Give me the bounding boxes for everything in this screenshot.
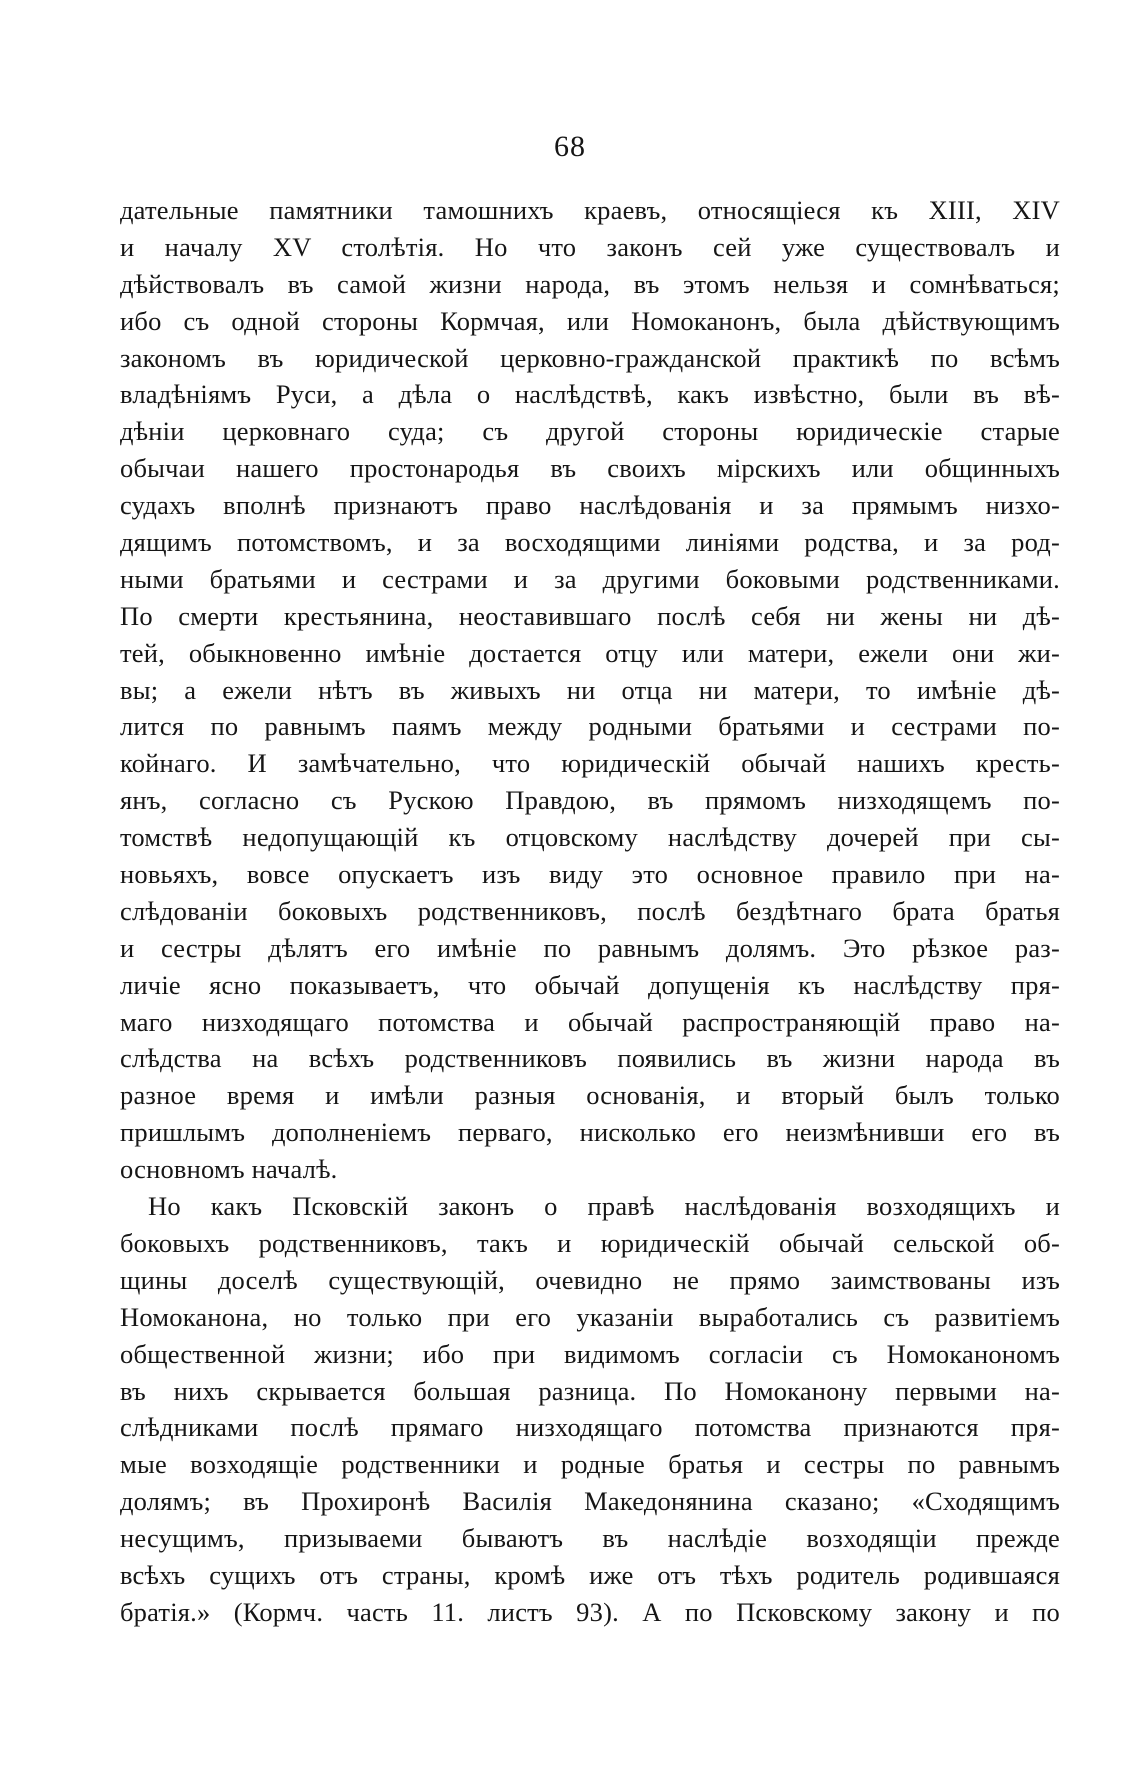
text-line: разное время и имѣли разныя основанія, и вторый былъ только bbox=[120, 1080, 1060, 1111]
text-line: Номоканона, но только при его указаніи выработались съ развитіемъ bbox=[120, 1301, 1060, 1332]
text-line: обычаи нашего простонародья въ своихъ мірскихъ или общинныхъ bbox=[120, 453, 1060, 484]
text-line: дящимъ потомствомъ, и за восходящими линіями родства, и за род- bbox=[120, 527, 1060, 558]
text-line: и сестры дѣлятъ его имѣніе по равнымъ долямъ. Это рѣзкое раз- bbox=[120, 932, 1060, 963]
text-line: дѣйствовалъ въ самой жизни народа, въ этомъ нельзя и сомнѣваться; bbox=[120, 268, 1060, 299]
text-line: По смерти крестьянина, неоставившаго послѣ себя ни жены ни дѣ- bbox=[120, 600, 1060, 631]
text-line: долямъ; въ Прохиронѣ Василія Македонянина сказано; «Сходящимъ bbox=[120, 1486, 1060, 1517]
text-line: и началу XV столѣтія. Но что законъ сей уже существовалъ и bbox=[120, 231, 1060, 262]
page-number: 68 bbox=[554, 130, 586, 163]
text-line: слѣдниками послѣ прямаго низходящаго потомства признаются пря- bbox=[120, 1412, 1060, 1443]
text-line: несущимъ, призываеми бываютъ въ наслѣдіе возходящіи прежде bbox=[120, 1523, 1060, 1554]
text-line: личіе ясно показываетъ, что обычай допущенія къ наслѣдству пря- bbox=[120, 969, 1060, 1000]
text-line: маго низходящаго потомства и обычай распространяющій право на- bbox=[120, 1006, 1060, 1037]
text-line: лится по равнымъ паямъ между родными братьями и сестрами по- bbox=[120, 711, 1060, 742]
text-line: дательные памятники тамошнихъ краевъ, относящіеся къ XIII, XIV bbox=[120, 195, 1060, 225]
text-line: пришлымъ дополненіемъ перваго, нисколько его неизмѣнивши его въ bbox=[120, 1117, 1060, 1148]
text-line-paragraph-end: основномъ началѣ. bbox=[120, 1154, 338, 1185]
text-line: ными братьями и сестрами и за другими боковыми родственниками. bbox=[120, 563, 1060, 594]
text-line: владѣніямъ Руси, а дѣла о наслѣдствѣ, какъ извѣстно, были въ вѣ- bbox=[120, 379, 1060, 410]
body-text bbox=[120, 192, 1060, 1631]
text-line: ибо съ одной стороны Кормчая, или Номоканонъ, была дѣйствующимъ bbox=[120, 305, 1060, 336]
text-line: закономъ въ юридической церковно-гражданской практикѣ по всѣмъ bbox=[120, 342, 1060, 373]
text-line: койнаго. И замѣчательно, что юридическій обычай нашихъ кресть- bbox=[120, 748, 1060, 779]
text-line: въ нихъ скрывается большая разница. По Номоканону первыми на- bbox=[120, 1375, 1060, 1406]
text-line: дѣніи церковнаго суда; съ другой стороны юридическіе старые bbox=[120, 416, 1060, 447]
text-line: новьяхъ, вовсе опускаетъ изъ виду это основное правило при на- bbox=[120, 859, 1060, 890]
text-line: всѣхъ сущихъ отъ страны, кромѣ иже отъ тѣхъ родитель родившаяся bbox=[120, 1559, 1060, 1590]
text-line: томствѣ недопущающій къ отцовскому наслѣдству дочерей при сы- bbox=[120, 822, 1060, 853]
text-line: мые возходящіе родственники и родные братья и сестры по равнымъ bbox=[120, 1449, 1060, 1480]
text-line: слѣдства на всѣхъ родственниковъ появились въ жизни народа въ bbox=[120, 1043, 1060, 1074]
text-line: щины доселѣ существующій, очевидно не прямо заимствованы изъ bbox=[120, 1264, 1060, 1295]
text-line: янъ, согласно съ Рускою Правдою, въ прямомъ низходящемъ по- bbox=[120, 785, 1060, 816]
text-line: судахъ вполнѣ признаютъ право наслѣдованія и за прямымъ низхо- bbox=[120, 490, 1060, 521]
text-line: братія.» (Кормч. часть 11. листъ 93). А по Псковскому закону и по bbox=[120, 1596, 1060, 1627]
text-line: тей, обыкновенно имѣніе достается отцу или матери, ежели они жи- bbox=[120, 637, 1060, 668]
text-line: общественной жизни; ибо при видимомъ согласіи съ Номоканономъ bbox=[120, 1338, 1060, 1369]
text-line: боковыхъ родственниковъ, такъ и юридическій обычай сельской об- bbox=[120, 1227, 1060, 1258]
text-line-paragraph-start: Но какъ Псковскій законъ о правѣ наслѣдованія возходящихъ и bbox=[148, 1191, 1060, 1222]
text-line: слѣдованіи боковыхъ родственниковъ, послѣ бездѣтнаго брата братья bbox=[120, 895, 1060, 926]
text-line: вы; а ежели нѣтъ въ живыхъ ни отца ни матери, то имѣніе дѣ- bbox=[120, 674, 1060, 705]
